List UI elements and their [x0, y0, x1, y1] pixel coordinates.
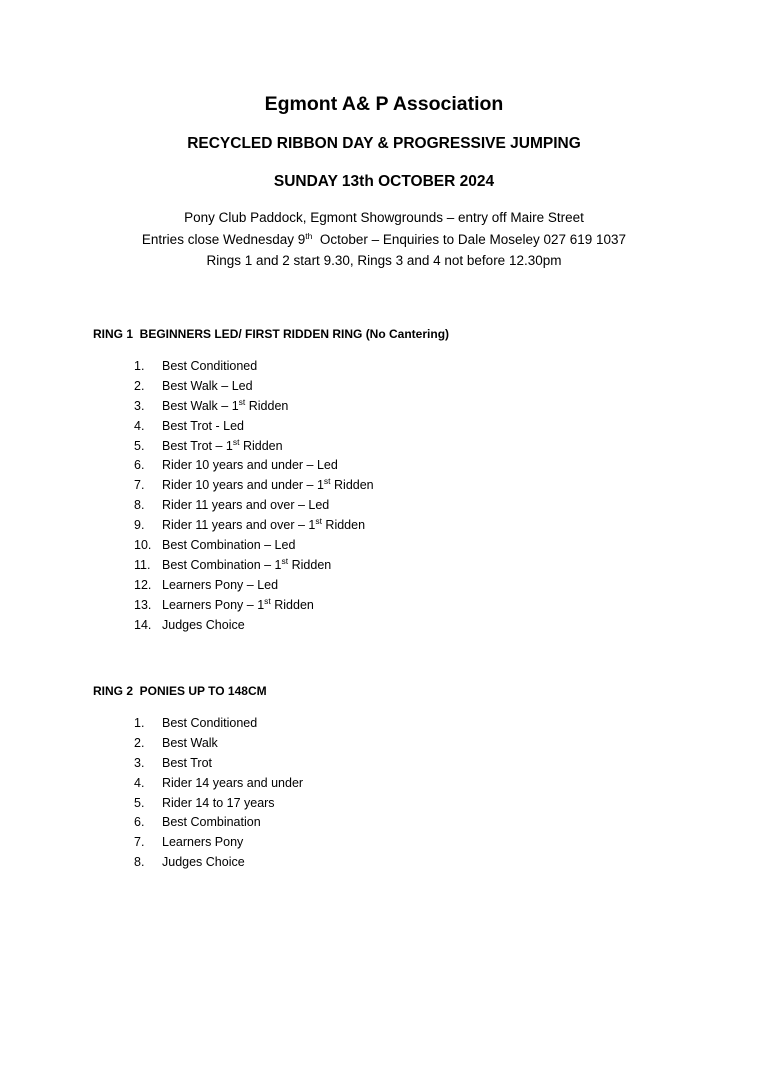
class-name: Best Walk – 1 [162, 398, 239, 413]
class-name: Best Combination – Led [162, 538, 296, 553]
entries-text: Entries close Wednesday 9 [141, 231, 306, 247]
class-item [134, 377, 374, 397]
class-number: 5. [134, 795, 145, 810]
class-number: 3. [134, 755, 145, 770]
class-name: Rider 11 years and over – Led [162, 498, 330, 513]
ring-1-heading: RING 1 BEGINNERS LED/ FIRST RIDDEN RING (No Cantering) [93, 327, 450, 341]
class-number: 8. [134, 498, 145, 513]
class-item [134, 496, 374, 516]
class-item [134, 714, 303, 734]
class-ordinal: st [315, 516, 322, 527]
ring-2-class-list [134, 714, 303, 873]
class-item [134, 853, 303, 873]
event-date: SUNDAY 13th OCTOBER 2024 [273, 173, 495, 190]
class-name: Learners Pony – 1 [162, 597, 265, 612]
class-name-rest: Ridden [239, 438, 283, 453]
class-number: 3. [134, 398, 145, 413]
class-name: Rider 14 years and under [162, 775, 304, 790]
class-item [134, 397, 374, 417]
class-number: 6. [134, 458, 145, 473]
class-name: Best Combination [162, 815, 261, 830]
entries-text-rest: October – Enquiries to Dale Moseley 027 619 1037 [312, 231, 627, 247]
class-ordinal: st [232, 436, 240, 447]
class-item [134, 734, 303, 754]
class-item [134, 774, 303, 794]
class-name: Best Trot - Led [162, 418, 244, 433]
class-name: Rider 10 years and under – Led [162, 458, 338, 473]
class-item [134, 576, 374, 596]
class-item [134, 516, 374, 536]
class-item [134, 417, 374, 437]
class-number: 6. [134, 815, 145, 830]
class-name: Rider 11 years and over – 1 [162, 518, 316, 533]
class-ordinal: st [281, 555, 289, 566]
class-number: 4. [134, 775, 145, 790]
venue-line: Pony Club Paddock, Egmont Showgrounds – entry off Maire Street [184, 210, 584, 225]
class-name: Best Combination – 1 [162, 557, 282, 572]
class-item [134, 476, 374, 496]
entries-line [0, 229, 768, 251]
class-number: 1. [134, 716, 145, 730]
class-name: Learners Pony – Led [162, 577, 279, 592]
ring-1-class-list [134, 357, 374, 635]
class-number: 10. [134, 538, 152, 553]
class-name-rest: Ridden [330, 478, 374, 493]
class-number: 11. [134, 557, 151, 572]
class-number: 7. [134, 478, 145, 493]
class-number: 5. [134, 438, 145, 453]
class-ordinal: st [264, 595, 271, 606]
class-name: Learners Pony [162, 835, 244, 850]
class-name: Rider 14 to 17 years [162, 795, 275, 810]
class-name: Best Trot – 1 [162, 438, 233, 453]
class-number: 14. [134, 617, 152, 632]
class-ordinal: st [323, 476, 331, 487]
class-ordinal: st [238, 396, 246, 407]
class-number: 13. [134, 597, 152, 612]
ring-2-heading: RING 2 PONIES UP TO 148CM [93, 684, 267, 698]
class-number: 9. [134, 518, 145, 533]
class-number: 4. [134, 418, 145, 433]
class-name: Best Trot [162, 755, 213, 770]
class-name: Best Walk [162, 735, 218, 750]
class-item [134, 357, 374, 377]
class-name-rest: Ridden [321, 518, 366, 533]
class-number: 2. [134, 378, 145, 393]
class-name: Best Conditioned [162, 716, 258, 730]
class-item [134, 813, 303, 833]
class-name-rest: Ridden [270, 597, 314, 612]
class-item [134, 437, 374, 457]
class-name: Judges Choice [162, 617, 245, 632]
event-info [0, 207, 768, 272]
document-title: Egmont A& P Association [264, 93, 504, 115]
class-item [134, 596, 374, 616]
class-item [134, 833, 303, 853]
class-item [134, 616, 374, 636]
class-number: 2. [134, 735, 145, 750]
event-title: RECYCLED RIBBON DAY & PROGRESSIVE JUMPING [187, 135, 581, 152]
class-number: 12. [134, 577, 152, 592]
start-times-line: Rings 1 and 2 start 9.30, Rings 3 and 4 not before 12.30pm [206, 253, 562, 268]
class-number: 7. [134, 835, 145, 850]
class-name: Best Conditioned [162, 359, 258, 373]
class-name-rest: Ridden [245, 398, 289, 413]
class-name-rest: Ridden [288, 557, 332, 572]
class-number: 8. [134, 855, 145, 870]
class-item [134, 556, 374, 576]
class-item [134, 794, 303, 814]
class-name: Best Walk – Led [162, 378, 253, 393]
class-item [134, 754, 303, 774]
class-name: Judges Choice [162, 855, 245, 870]
class-item [134, 536, 374, 556]
class-number: 1. [134, 359, 145, 373]
class-item [134, 456, 374, 476]
entries-ordinal: th [305, 230, 313, 241]
class-name: Rider 10 years and under – 1 [162, 478, 324, 493]
